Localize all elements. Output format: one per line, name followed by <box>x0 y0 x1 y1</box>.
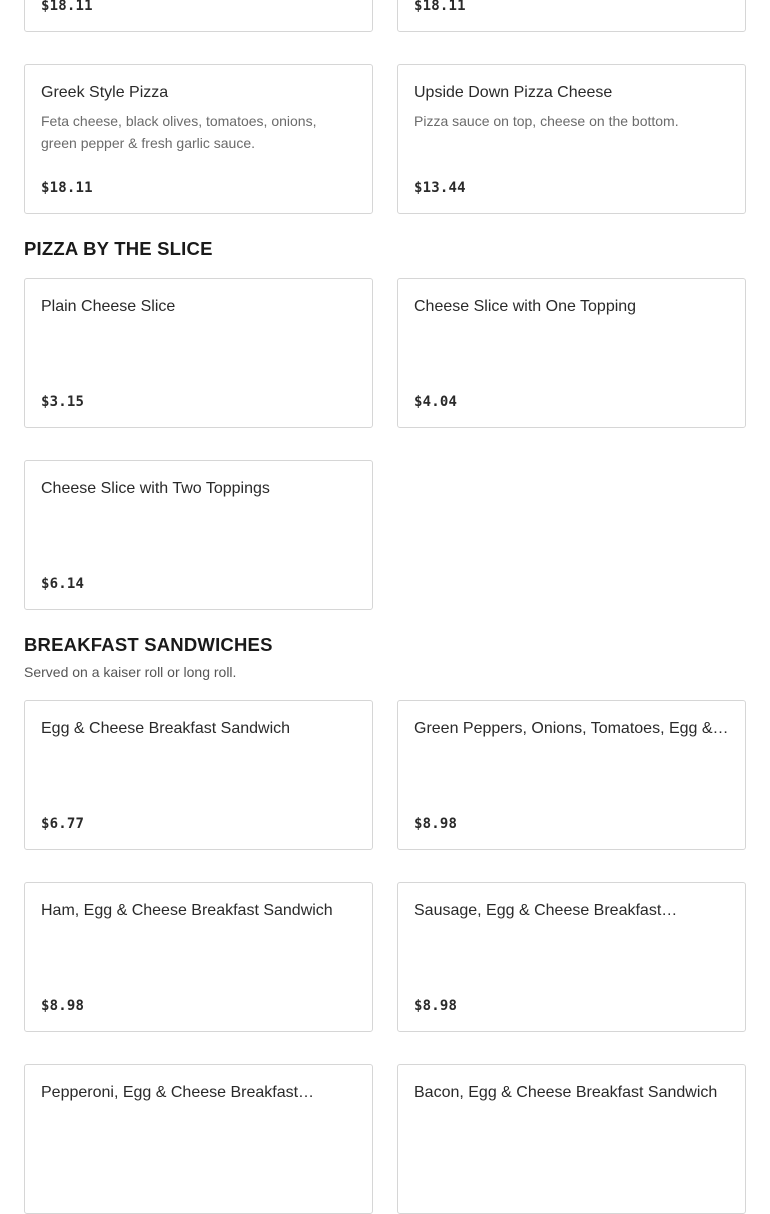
menu-item-card[interactable] <box>397 882 746 1032</box>
item-name: Upside Down Pizza Cheese <box>414 84 613 101</box>
item-name: Egg & Cheese Breakfast Sandwich <box>41 720 291 737</box>
menu-item-card[interactable] <box>24 460 373 610</box>
section-title-breakfast-sandwiches: BREAKFAST SANDWICHES <box>24 634 273 655</box>
item-price: $3.15 <box>41 394 85 410</box>
item-price: $18.11 <box>414 0 466 14</box>
item-name: Cheese Slice with One Topping <box>414 298 637 315</box>
menu-item-card[interactable] <box>24 700 373 850</box>
item-price: $13.44 <box>414 180 466 196</box>
menu-item-card[interactable] <box>397 64 746 214</box>
menu-item-card[interactable] <box>24 882 373 1032</box>
menu-item-card[interactable] <box>397 0 746 32</box>
section-subtitle: Served on a kaiser roll or long roll. <box>24 664 237 680</box>
item-price: $8.98 <box>41 998 85 1014</box>
menu-item-card[interactable] <box>397 1064 746 1214</box>
item-price: $18.11 <box>41 0 93 14</box>
item-name: Sausage, Egg & Cheese Breakfast… <box>414 902 678 919</box>
item-price: $6.14 <box>41 576 85 592</box>
item-name: Pepperoni, Egg & Cheese Breakfast… <box>41 1084 315 1101</box>
item-name: Cheese Slice with Two Toppings <box>41 480 270 497</box>
item-price: $8.98 <box>414 998 458 1014</box>
item-name: Bacon, Egg & Cheese Breakfast Sandwich <box>414 1084 718 1101</box>
item-description: Feta cheese, black olives, tomatoes, onions, green pepper & fresh garlic sauce. <box>41 113 317 151</box>
item-price: $4.04 <box>414 394 458 410</box>
section-title-pizza-by-the-slice: PIZZA BY THE SLICE <box>24 238 213 259</box>
item-description: Pizza sauce on top, cheese on the bottom. <box>414 113 679 129</box>
item-price: $18.11 <box>41 180 93 196</box>
item-price: $6.77 <box>41 816 85 832</box>
item-name: Ham, Egg & Cheese Breakfast Sandwich <box>41 902 333 919</box>
menu-item-card[interactable] <box>397 700 746 850</box>
menu-item-card[interactable] <box>24 0 373 32</box>
item-name: Plain Cheese Slice <box>41 298 176 315</box>
menu-item-card[interactable] <box>24 64 373 214</box>
item-price: $8.98 <box>414 816 458 832</box>
menu-item-card[interactable] <box>397 278 746 428</box>
menu-item-card[interactable] <box>24 1064 373 1214</box>
item-name: Green Peppers, Onions, Tomatoes, Egg &… <box>414 720 729 737</box>
menu-item-card[interactable] <box>24 278 373 428</box>
item-name: Greek Style Pizza <box>41 84 169 101</box>
